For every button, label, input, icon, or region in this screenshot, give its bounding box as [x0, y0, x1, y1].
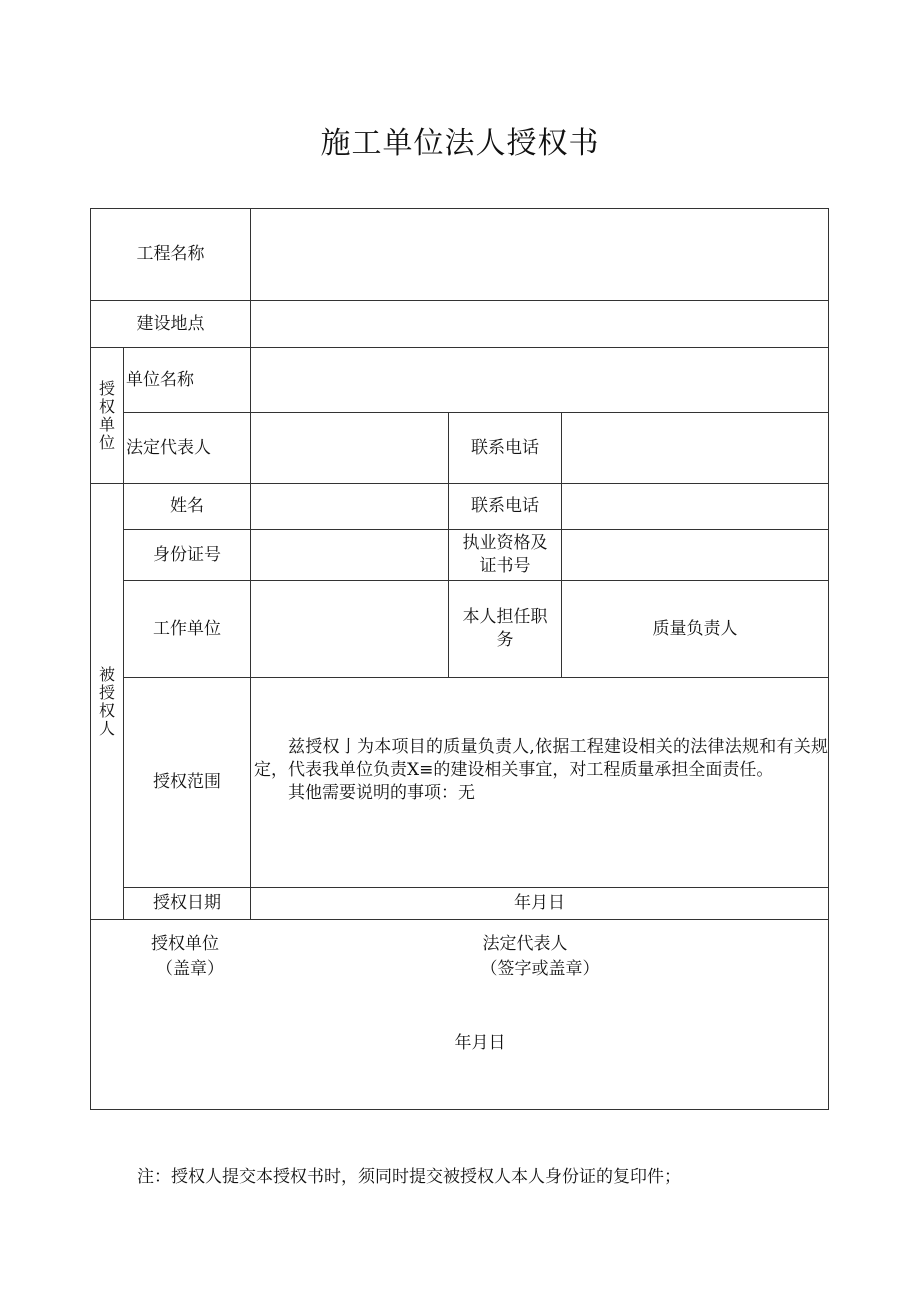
work-unit-label: 工作单位	[153, 618, 221, 639]
auth-date-label: 授权日期	[153, 893, 221, 913]
unit-phone-field[interactable]	[562, 413, 828, 483]
row-divider	[90, 919, 829, 920]
position-value: 质量负责人	[652, 618, 738, 639]
unit-name-label: 单位名称	[126, 369, 194, 390]
authorized-person-group-label: 被授权人	[98, 664, 115, 738]
person-phone-label: 联系电话	[471, 496, 539, 516]
project-name-label: 工程名称	[136, 244, 205, 264]
legal-rep-label: 法定代表人	[126, 437, 211, 458]
unit-name-field[interactable]	[251, 348, 828, 412]
scope-text	[254, 736, 828, 805]
page-title: 施工单位法人授权书	[320, 126, 600, 161]
scope-other-matters: 其他需要说明的事项：无	[288, 783, 475, 803]
person-phone-field[interactable]	[562, 484, 828, 529]
signature-date: 年月日	[454, 1032, 506, 1053]
work-unit-field[interactable]	[251, 581, 448, 677]
site-label: 建设地点	[136, 313, 205, 334]
table-border-right	[828, 208, 829, 1110]
authorizing-unit-group-label: 授权单位	[98, 378, 115, 452]
footnote: 注：授权人提交本授权书时，须同时提交被授权人本人身份证的复印件；	[137, 1167, 681, 1187]
auth-date-value: 年月日	[514, 893, 565, 913]
table-border-bottom	[90, 1109, 829, 1110]
id-number-label: 身份证号	[153, 544, 221, 565]
signature-unit-label: 授权单位	[151, 933, 219, 954]
project-name-field[interactable]	[251, 209, 828, 300]
signature-rep-seal: （签字或盖章）	[480, 958, 600, 979]
id-number-field[interactable]	[251, 530, 448, 580]
scope-paragraph: 兹授权亅为本项目的质量负责人,依据工程建设相关的法律法规和有关规定，代表我单位负责X≡的建设相关事宜，对工程质量承担全面责任。	[254, 737, 828, 780]
legal-rep-field[interactable]	[251, 413, 448, 483]
unit-phone-label: 联系电话	[471, 437, 539, 458]
scope-label: 授权范围	[153, 772, 221, 792]
name-field[interactable]	[251, 484, 448, 529]
qualification-field[interactable]	[562, 530, 828, 580]
site-field[interactable]	[251, 301, 828, 347]
signature-rep-label: 法定代表人	[482, 933, 568, 954]
signature-unit-seal: （盖章）	[156, 958, 224, 979]
qualification-label: 执业资格及 证书号	[462, 533, 548, 576]
position-label: 本人担任职 务	[462, 607, 548, 650]
name-label: 姓名	[170, 496, 204, 516]
